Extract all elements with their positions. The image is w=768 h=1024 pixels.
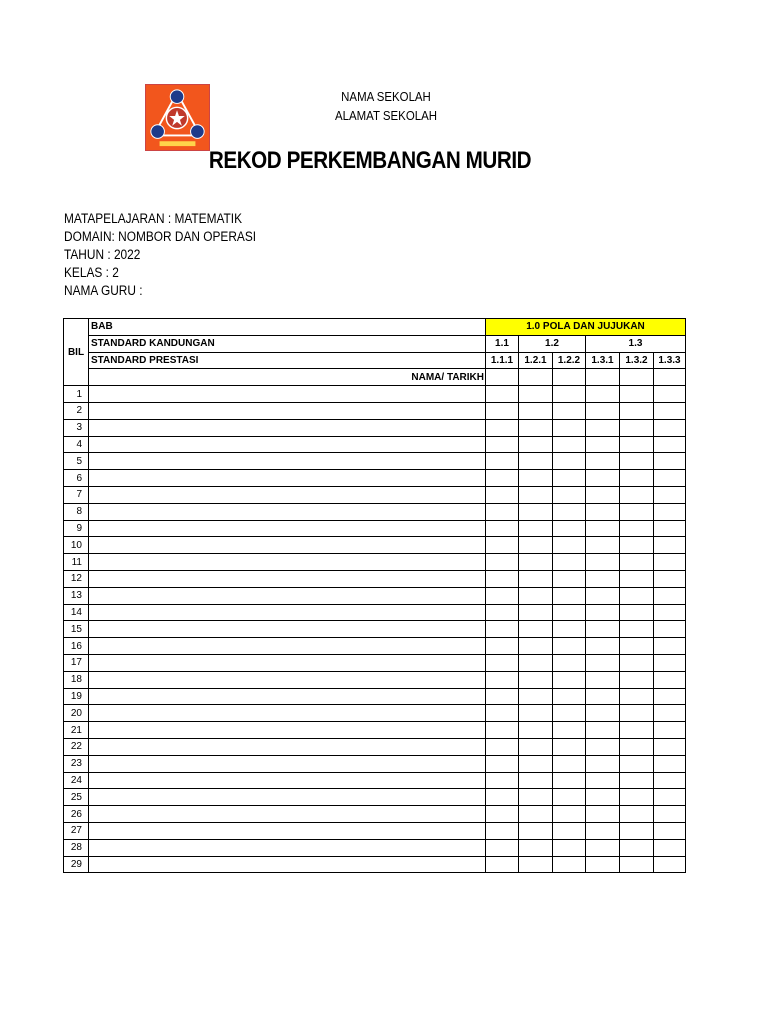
assessment-cell[interactable] xyxy=(553,789,586,806)
assessment-cell[interactable] xyxy=(620,806,654,823)
assessment-cell[interactable] xyxy=(586,772,620,789)
assessment-cell[interactable] xyxy=(620,402,654,419)
standard-kandungan-label: STANDARD KANDUNGAN xyxy=(89,335,486,352)
date-cell[interactable] xyxy=(654,369,686,386)
standard-prestasi-cell: 1.3.2 xyxy=(620,352,654,369)
assessment-cell[interactable] xyxy=(486,789,519,806)
assessment-cell[interactable] xyxy=(620,436,654,453)
assessment-cell[interactable] xyxy=(654,671,686,688)
assessment-cell[interactable] xyxy=(486,554,519,571)
student-name-cell[interactable] xyxy=(89,839,486,856)
assessment-cell[interactable] xyxy=(519,419,553,436)
assessment-cell[interactable] xyxy=(586,705,620,722)
assessment-cell[interactable] xyxy=(486,520,519,537)
assessment-cell[interactable] xyxy=(519,453,553,470)
assessment-cell[interactable] xyxy=(654,453,686,470)
assessment-cell[interactable] xyxy=(486,503,519,520)
assessment-cell[interactable] xyxy=(586,822,620,839)
assessment-cell[interactable] xyxy=(654,503,686,520)
row-number: 17 xyxy=(64,654,89,671)
assessment-cell[interactable] xyxy=(654,738,686,755)
standard-prestasi-cell: 1.2.1 xyxy=(519,352,553,369)
assessment-cell[interactable] xyxy=(654,604,686,621)
school-name: NAMA SEKOLAH xyxy=(341,89,431,104)
assessment-cell[interactable] xyxy=(654,789,686,806)
row-number: 8 xyxy=(64,503,89,520)
assessment-cell[interactable] xyxy=(620,419,654,436)
row-number: 26 xyxy=(64,806,89,823)
standard-kandungan-cell: 1.3 xyxy=(586,335,686,352)
standard-prestasi-cell: 1.3.3 xyxy=(654,352,686,369)
student-row xyxy=(64,604,686,621)
student-name-cell[interactable] xyxy=(89,520,486,537)
assessment-cell[interactable] xyxy=(553,806,586,823)
student-row xyxy=(64,738,686,755)
row-number: 1 xyxy=(64,386,89,403)
assessment-cell[interactable] xyxy=(519,638,553,655)
assessment-cell[interactable] xyxy=(654,621,686,638)
assessment-cell[interactable] xyxy=(586,503,620,520)
student-name-cell[interactable] xyxy=(89,402,486,419)
assessment-cell[interactable] xyxy=(553,738,586,755)
record-info xyxy=(64,210,282,300)
assessment-cell[interactable] xyxy=(620,520,654,537)
assessment-cell[interactable] xyxy=(519,839,553,856)
assessment-cell[interactable] xyxy=(553,486,586,503)
assessment-cell[interactable] xyxy=(486,470,519,487)
student-name-cell[interactable] xyxy=(89,738,486,755)
date-cell[interactable] xyxy=(553,369,586,386)
row-number: 2 xyxy=(64,402,89,419)
student-row xyxy=(64,503,686,520)
student-name-cell[interactable] xyxy=(89,755,486,772)
standard-prestasi-row xyxy=(64,352,686,369)
assessment-cell[interactable] xyxy=(519,520,553,537)
assessment-cell[interactable] xyxy=(486,402,519,419)
student-row xyxy=(64,453,686,470)
assessment-cell[interactable] xyxy=(654,638,686,655)
assessment-cell[interactable] xyxy=(519,688,553,705)
assessment-cell[interactable] xyxy=(654,520,686,537)
assessment-cell[interactable] xyxy=(586,638,620,655)
assessment-cell[interactable] xyxy=(486,537,519,554)
assessment-cell[interactable] xyxy=(586,654,620,671)
assessment-cell[interactable] xyxy=(519,402,553,419)
assessment-cell[interactable] xyxy=(553,453,586,470)
student-row xyxy=(64,772,686,789)
assessment-cell[interactable] xyxy=(553,604,586,621)
assessment-cell[interactable] xyxy=(519,654,553,671)
assessment-cell[interactable] xyxy=(486,587,519,604)
assessment-cell[interactable] xyxy=(486,654,519,671)
assessment-cell[interactable] xyxy=(654,822,686,839)
assessment-cell[interactable] xyxy=(519,604,553,621)
assessment-cell[interactable] xyxy=(586,520,620,537)
student-row xyxy=(64,520,686,537)
assessment-cell[interactable] xyxy=(620,470,654,487)
student-row xyxy=(64,856,686,873)
assessment-cell[interactable] xyxy=(620,570,654,587)
assessment-cell[interactable] xyxy=(586,806,620,823)
assessment-cell[interactable] xyxy=(519,806,553,823)
class-line: KELAS : 2 xyxy=(64,265,119,280)
assessment-cell[interactable] xyxy=(553,856,586,873)
assessment-cell[interactable] xyxy=(486,604,519,621)
assessment-cell[interactable] xyxy=(519,470,553,487)
assessment-cell[interactable] xyxy=(486,705,519,722)
assessment-cell[interactable] xyxy=(486,570,519,587)
assessment-cell[interactable] xyxy=(519,570,553,587)
assessment-cell[interactable] xyxy=(519,822,553,839)
student-row xyxy=(64,839,686,856)
assessment-cell[interactable] xyxy=(553,587,586,604)
student-name-cell[interactable] xyxy=(89,688,486,705)
assessment-cell[interactable] xyxy=(519,554,553,571)
standard-kandungan-row xyxy=(64,335,686,352)
assessment-cell[interactable] xyxy=(586,537,620,554)
assessment-cell[interactable] xyxy=(620,453,654,470)
assessment-cell[interactable] xyxy=(553,839,586,856)
assessment-cell[interactable] xyxy=(620,856,654,873)
assessment-cell[interactable] xyxy=(654,772,686,789)
student-name-cell[interactable] xyxy=(89,537,486,554)
student-name-cell[interactable] xyxy=(89,570,486,587)
assessment-cell[interactable] xyxy=(620,738,654,755)
assessment-cell[interactable] xyxy=(620,654,654,671)
assessment-cell[interactable] xyxy=(654,570,686,587)
nama-tarikh-label: NAMA/ TARIKH xyxy=(89,369,486,386)
student-row xyxy=(64,654,686,671)
assessment-cell[interactable] xyxy=(519,621,553,638)
assessment-cell[interactable] xyxy=(519,772,553,789)
assessment-cell[interactable] xyxy=(553,520,586,537)
assessment-cell[interactable] xyxy=(654,688,686,705)
assessment-cell[interactable] xyxy=(654,386,686,403)
student-row xyxy=(64,554,686,571)
bab-row xyxy=(64,319,686,336)
assessment-cell[interactable] xyxy=(620,537,654,554)
student-name-cell[interactable] xyxy=(89,638,486,655)
student-row xyxy=(64,537,686,554)
standard-prestasi-cell: 1.1.1 xyxy=(486,352,519,369)
assessment-cell[interactable] xyxy=(620,839,654,856)
student-row xyxy=(64,671,686,688)
student-row xyxy=(64,402,686,419)
row-number: 5 xyxy=(64,453,89,470)
assessment-cell[interactable] xyxy=(486,671,519,688)
bil-header: BIL xyxy=(64,319,89,386)
assessment-cell[interactable] xyxy=(486,806,519,823)
subject-line: MATAPELAJARAN : MATEMATIK xyxy=(64,211,243,226)
assessment-cell[interactable] xyxy=(486,755,519,772)
row-number: 12 xyxy=(64,570,89,587)
assessment-cell[interactable] xyxy=(519,856,553,873)
student-row xyxy=(64,419,686,436)
student-name-cell[interactable] xyxy=(89,856,486,873)
assessment-cell[interactable] xyxy=(620,671,654,688)
assessment-cell[interactable] xyxy=(586,755,620,772)
assessment-cell[interactable] xyxy=(486,822,519,839)
student-name-cell[interactable] xyxy=(89,554,486,571)
assessment-cell[interactable] xyxy=(553,822,586,839)
assessment-cell[interactable] xyxy=(553,402,586,419)
row-number: 10 xyxy=(64,537,89,554)
student-name-cell[interactable] xyxy=(89,419,486,436)
assessment-cell[interactable] xyxy=(519,755,553,772)
student-row xyxy=(64,621,686,638)
row-number: 14 xyxy=(64,604,89,621)
assessment-cell[interactable] xyxy=(620,822,654,839)
row-number: 15 xyxy=(64,621,89,638)
assessment-cell[interactable] xyxy=(553,722,586,739)
assessment-cell[interactable] xyxy=(586,386,620,403)
standard-prestasi-label: STANDARD PRESTASI xyxy=(89,352,486,369)
student-name-cell[interactable] xyxy=(89,436,486,453)
standard-prestasi-cell: 1.2.2 xyxy=(553,352,586,369)
assessment-cell[interactable] xyxy=(586,453,620,470)
standard-prestasi-cell: 1.3.1 xyxy=(586,352,620,369)
assessment-cell[interactable] xyxy=(620,722,654,739)
student-name-cell[interactable] xyxy=(89,772,486,789)
assessment-cell[interactable] xyxy=(586,789,620,806)
assessment-cell[interactable] xyxy=(586,402,620,419)
date-cell[interactable] xyxy=(586,369,620,386)
row-number: 7 xyxy=(64,486,89,503)
assessment-cell[interactable] xyxy=(586,839,620,856)
student-row xyxy=(64,755,686,772)
assessment-cell[interactable] xyxy=(654,839,686,856)
assessment-cell[interactable] xyxy=(519,738,553,755)
assessment-cell[interactable] xyxy=(519,587,553,604)
assessment-cell[interactable] xyxy=(519,503,553,520)
assessment-cell[interactable] xyxy=(553,638,586,655)
assessment-cell[interactable] xyxy=(553,386,586,403)
row-number: 6 xyxy=(64,470,89,487)
assessment-cell[interactable] xyxy=(586,738,620,755)
assessment-cell[interactable] xyxy=(654,470,686,487)
assessment-cell[interactable] xyxy=(620,486,654,503)
assessment-cell[interactable] xyxy=(553,436,586,453)
assessment-cell[interactable] xyxy=(654,806,686,823)
assessment-cell[interactable] xyxy=(486,419,519,436)
row-number: 22 xyxy=(64,738,89,755)
assessment-cell[interactable] xyxy=(519,537,553,554)
assessment-cell[interactable] xyxy=(620,621,654,638)
student-name-cell[interactable] xyxy=(89,453,486,470)
student-name-cell[interactable] xyxy=(89,386,486,403)
student-row xyxy=(64,822,686,839)
row-number: 13 xyxy=(64,587,89,604)
assessment-cell[interactable] xyxy=(586,587,620,604)
assessment-cell[interactable] xyxy=(553,654,586,671)
student-row xyxy=(64,486,686,503)
assessment-cell[interactable] xyxy=(620,755,654,772)
student-row xyxy=(64,789,686,806)
assessment-cell[interactable] xyxy=(553,554,586,571)
assessment-cell[interactable] xyxy=(553,470,586,487)
assessment-cell[interactable] xyxy=(654,705,686,722)
student-name-cell[interactable] xyxy=(89,503,486,520)
assessment-cell[interactable] xyxy=(486,638,519,655)
document-title: REKOD PERKEMBANGAN MURID xyxy=(208,147,532,174)
row-number: 23 xyxy=(64,755,89,772)
assessment-cell[interactable] xyxy=(486,453,519,470)
row-number: 24 xyxy=(64,772,89,789)
assessment-cell[interactable] xyxy=(486,856,519,873)
row-number: 16 xyxy=(64,638,89,655)
student-row xyxy=(64,386,686,403)
assessment-cell[interactable] xyxy=(586,470,620,487)
assessment-cell[interactable] xyxy=(486,386,519,403)
assessment-cell[interactable] xyxy=(519,722,553,739)
assessment-cell[interactable] xyxy=(553,755,586,772)
student-name-cell[interactable] xyxy=(89,587,486,604)
date-cell[interactable] xyxy=(519,369,553,386)
student-row xyxy=(64,722,686,739)
student-name-cell[interactable] xyxy=(89,789,486,806)
student-name-cell[interactable] xyxy=(89,621,486,638)
assessment-cell[interactable] xyxy=(519,671,553,688)
row-number: 29 xyxy=(64,856,89,873)
school-address: ALAMAT SEKOLAH xyxy=(335,108,437,123)
assessment-cell[interactable] xyxy=(586,419,620,436)
student-name-cell[interactable] xyxy=(89,671,486,688)
standard-kandungan-cell: 1.1 xyxy=(486,335,519,352)
row-number: 11 xyxy=(64,554,89,571)
row-number: 9 xyxy=(64,520,89,537)
student-row xyxy=(64,638,686,655)
student-row xyxy=(64,705,686,722)
student-row xyxy=(64,688,686,705)
row-number: 27 xyxy=(64,822,89,839)
assessment-cell[interactable] xyxy=(654,722,686,739)
bab-label: BAB xyxy=(89,319,486,336)
assessment-cell[interactable] xyxy=(586,436,620,453)
student-name-cell[interactable] xyxy=(89,470,486,487)
assessment-cell[interactable] xyxy=(586,688,620,705)
assessment-cell[interactable] xyxy=(586,604,620,621)
assessment-cell[interactable] xyxy=(519,705,553,722)
assessment-cell[interactable] xyxy=(486,621,519,638)
row-number: 28 xyxy=(64,839,89,856)
row-number: 4 xyxy=(64,436,89,453)
student-row xyxy=(64,570,686,587)
assessment-cell[interactable] xyxy=(654,402,686,419)
nama-tarikh-row xyxy=(64,369,686,386)
assessment-cell[interactable] xyxy=(519,386,553,403)
assessment-cell[interactable] xyxy=(553,671,586,688)
student-row xyxy=(64,806,686,823)
assessment-cell[interactable] xyxy=(519,789,553,806)
assessment-cell[interactable] xyxy=(586,554,620,571)
student-name-cell[interactable] xyxy=(89,806,486,823)
assessment-cell[interactable] xyxy=(486,688,519,705)
student-name-cell[interactable] xyxy=(89,486,486,503)
assessment-cell[interactable] xyxy=(486,486,519,503)
assessment-cell[interactable] xyxy=(620,638,654,655)
assessment-cell[interactable] xyxy=(654,654,686,671)
assessment-cell[interactable] xyxy=(586,570,620,587)
student-name-cell[interactable] xyxy=(89,705,486,722)
row-number: 25 xyxy=(64,789,89,806)
bab-title: 1.0 POLA DAN JUJUKAN xyxy=(486,319,686,336)
assessment-cell[interactable] xyxy=(553,537,586,554)
assessment-cell[interactable] xyxy=(620,386,654,403)
assessment-cell[interactable] xyxy=(553,419,586,436)
assessment-cell[interactable] xyxy=(620,554,654,571)
assessment-cell[interactable] xyxy=(553,570,586,587)
assessment-cell[interactable] xyxy=(654,537,686,554)
row-number: 18 xyxy=(64,671,89,688)
date-cell[interactable] xyxy=(486,369,519,386)
assessment-cell[interactable] xyxy=(486,722,519,739)
student-name-cell[interactable] xyxy=(89,654,486,671)
student-row xyxy=(64,436,686,453)
assessment-cell[interactable] xyxy=(654,419,686,436)
assessment-cell[interactable] xyxy=(620,688,654,705)
assessment-cell[interactable] xyxy=(620,503,654,520)
assessment-cell[interactable] xyxy=(620,705,654,722)
assessment-cell[interactable] xyxy=(553,688,586,705)
row-number: 21 xyxy=(64,722,89,739)
assessment-cell[interactable] xyxy=(553,503,586,520)
assessment-cell[interactable] xyxy=(486,772,519,789)
assessment-cell[interactable] xyxy=(519,486,553,503)
student-name-cell[interactable] xyxy=(89,604,486,621)
student-record-table xyxy=(63,318,686,873)
student-row xyxy=(64,470,686,487)
year-line: TAHUN : 2022 xyxy=(64,247,141,262)
assessment-cell[interactable] xyxy=(654,856,686,873)
row-number: 20 xyxy=(64,705,89,722)
assessment-cell[interactable] xyxy=(620,587,654,604)
assessment-cell[interactable] xyxy=(620,789,654,806)
assessment-cell[interactable] xyxy=(553,705,586,722)
date-cell[interactable] xyxy=(620,369,654,386)
assessment-cell[interactable] xyxy=(654,587,686,604)
assessment-cell[interactable] xyxy=(654,486,686,503)
assessment-cell[interactable] xyxy=(620,772,654,789)
assessment-cell[interactable] xyxy=(553,772,586,789)
assessment-cell[interactable] xyxy=(586,856,620,873)
assessment-cell[interactable] xyxy=(519,436,553,453)
assessment-cell[interactable] xyxy=(486,738,519,755)
assessment-cell[interactable] xyxy=(486,839,519,856)
assessment-cell[interactable] xyxy=(486,436,519,453)
assessment-cell[interactable] xyxy=(620,604,654,621)
assessment-cell[interactable] xyxy=(586,722,620,739)
assessment-cell[interactable] xyxy=(654,755,686,772)
domain-line: DOMAIN: NOMBOR DAN OPERASI xyxy=(64,229,257,244)
row-number: 3 xyxy=(64,419,89,436)
row-number: 19 xyxy=(64,688,89,705)
student-name-cell[interactable] xyxy=(89,722,486,739)
assessment-cell[interactable] xyxy=(654,436,686,453)
standard-kandungan-cell: 1.2 xyxy=(519,335,586,352)
student-name-cell[interactable] xyxy=(89,822,486,839)
student-row xyxy=(64,587,686,604)
assessment-cell[interactable] xyxy=(586,486,620,503)
assessment-cell[interactable] xyxy=(586,671,620,688)
assessment-cell[interactable] xyxy=(586,621,620,638)
teacher-line: NAMA GURU : xyxy=(64,283,143,298)
assessment-cell[interactable] xyxy=(553,621,586,638)
assessment-cell[interactable] xyxy=(654,554,686,571)
